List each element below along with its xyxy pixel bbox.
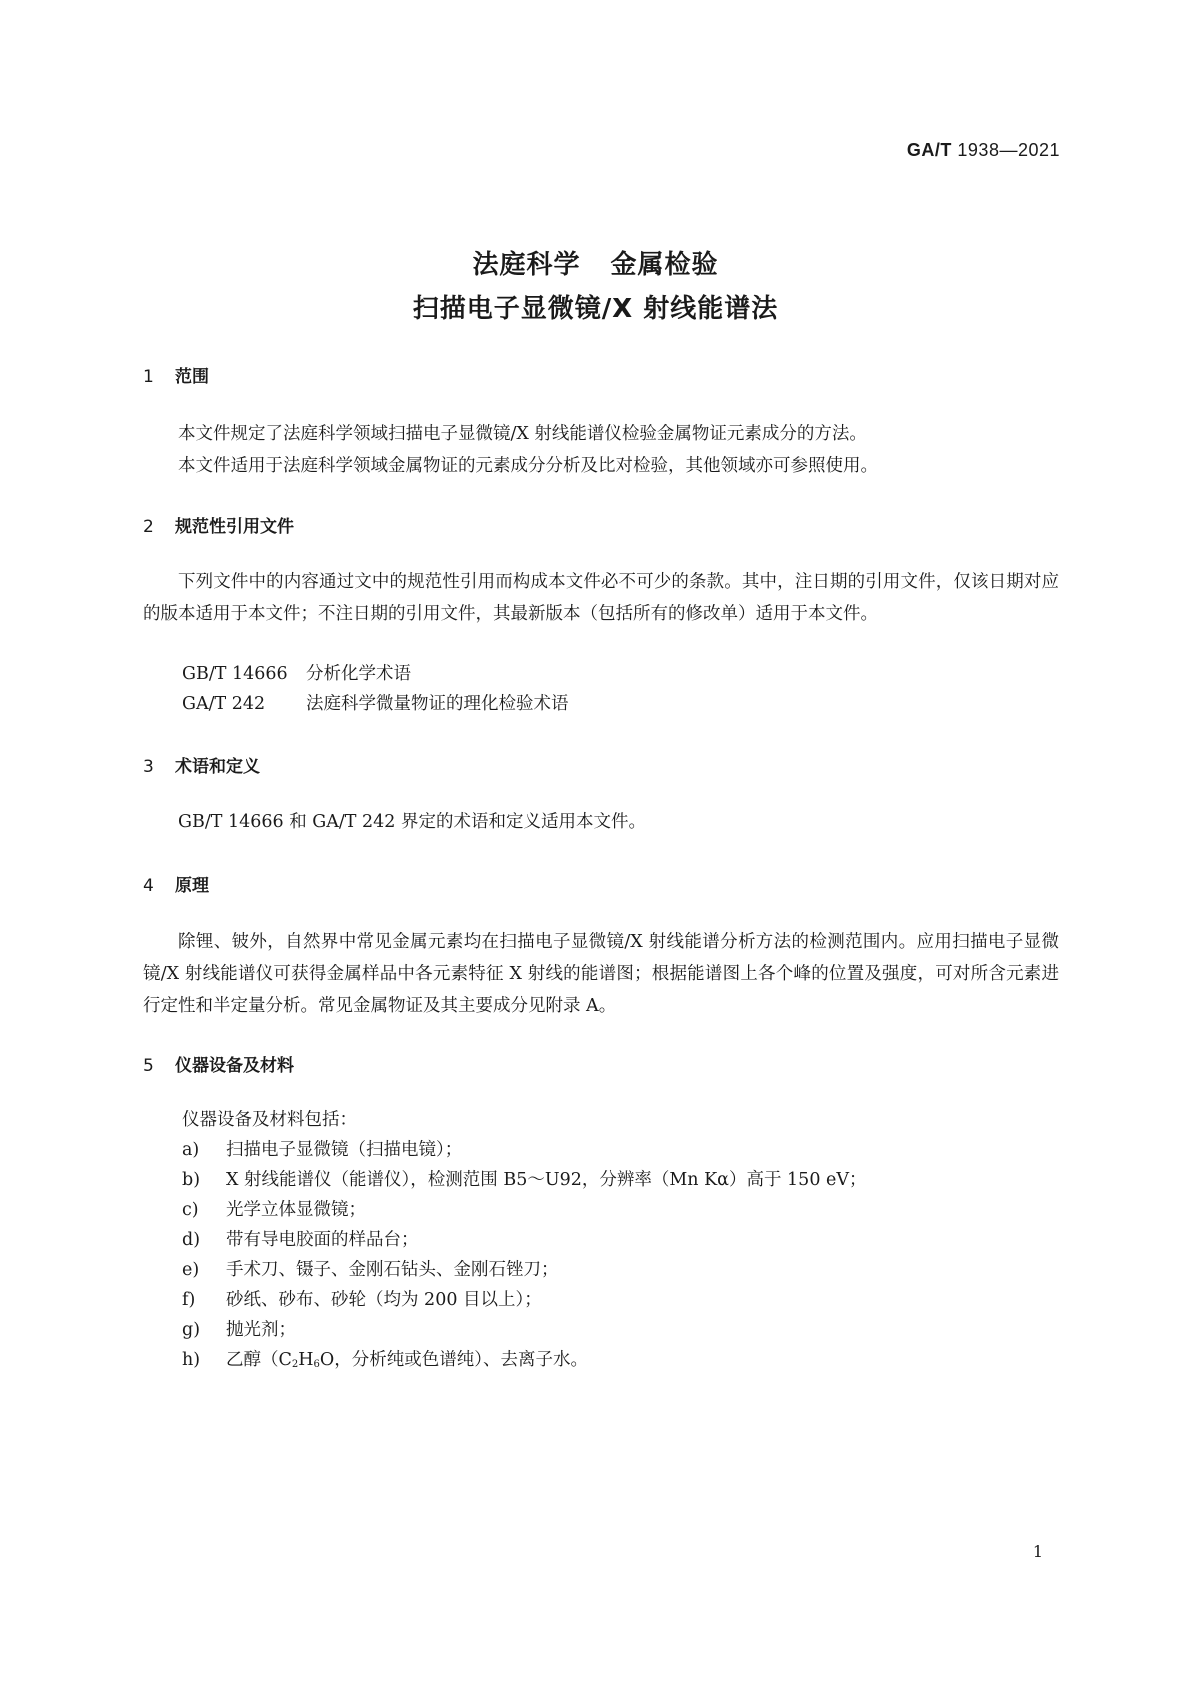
paragraph: 下列文件中的内容通过文中的规范性引用而构成本文件必不可少的条款。其中，注日期的引用文件，仅该日期对应的版本适用于本文件；不注日期的引用文件，其最新版本（包括所有的修改单）适用于本文件。 xyxy=(143,572,1059,624)
list-item: d) 带有导电胶面的样品台； xyxy=(182,1230,419,1250)
paragraph: 本文件适用于法庭科学领域金属物证的元素成分分析及比对检验，其他领域亦可参照使用。 xyxy=(178,456,878,476)
list-item: f) 砂纸、砂布、砂轮（均为 200 目以上）； xyxy=(182,1290,542,1310)
section-heading-5: 5 仪器设备及材料 xyxy=(143,1056,294,1076)
list-item: a) 扫描电子显微镜（扫描电镜）； xyxy=(182,1140,463,1160)
title-line-1: 法庭科学 金属检验 xyxy=(472,250,719,280)
paragraph: 本文件规定了法庭科学领域扫描电子显微镜/X 射线能谱仪检验金属物证元素成分的方法。 xyxy=(178,424,867,444)
standard-code: GA/T 1938—2021 xyxy=(906,140,1060,160)
section-heading-2: 2 规范性引用文件 xyxy=(143,517,294,537)
list-item: c) 光学立体显微镜； xyxy=(182,1200,366,1220)
paragraph: GB/T 14666 和 GA/T 242 界定的术语和定义适用本文件。 xyxy=(178,812,646,832)
reference-item: GB/T 14666 分析化学术语 xyxy=(182,664,411,684)
list-item: g) 抛光剂； xyxy=(182,1320,296,1340)
list-item: b) X 射线能谱仪（能谱仪），检测范围 B5～U92，分辨率（Mn Kα）高于 150 eV； xyxy=(182,1170,867,1190)
paragraph: 除锂、铍外，自然界中常见金属元素均在扫描电子显微镜/X 射线能谱分析方法的检测范围内。应用扫描电子显微镜/X 射线能谱仪可获得金属样品中各元素特征 X 射线的能谱图；根据能谱图上各个峰的位置及强度，可对所含元素进行定性和半定量分析。常见金属物证及其主要成分见附录 A。 xyxy=(143,932,1059,1016)
list-item: e) 手术刀、镊子、金刚石钻头、金刚石锉刀； xyxy=(182,1260,559,1280)
section-heading-1: 1 范围 xyxy=(143,367,209,387)
title-line-2: 扫描电子显微镜/X 射线能谱法 xyxy=(412,294,779,324)
list-item: h) 乙醇（$C_2H_6O$，分析纯或色谱纯）、去离子水。 xyxy=(182,1350,589,1370)
reference-item: GA/T 242 法庭科学微量物证的理化检验术语 xyxy=(182,694,569,714)
page-number: 1 xyxy=(1032,1542,1043,1561)
list-intro: 仪器设备及材料包括： xyxy=(182,1110,357,1130)
section-heading-4: 4 原理 xyxy=(143,876,209,896)
section-heading-3: 3 术语和定义 xyxy=(143,757,260,777)
